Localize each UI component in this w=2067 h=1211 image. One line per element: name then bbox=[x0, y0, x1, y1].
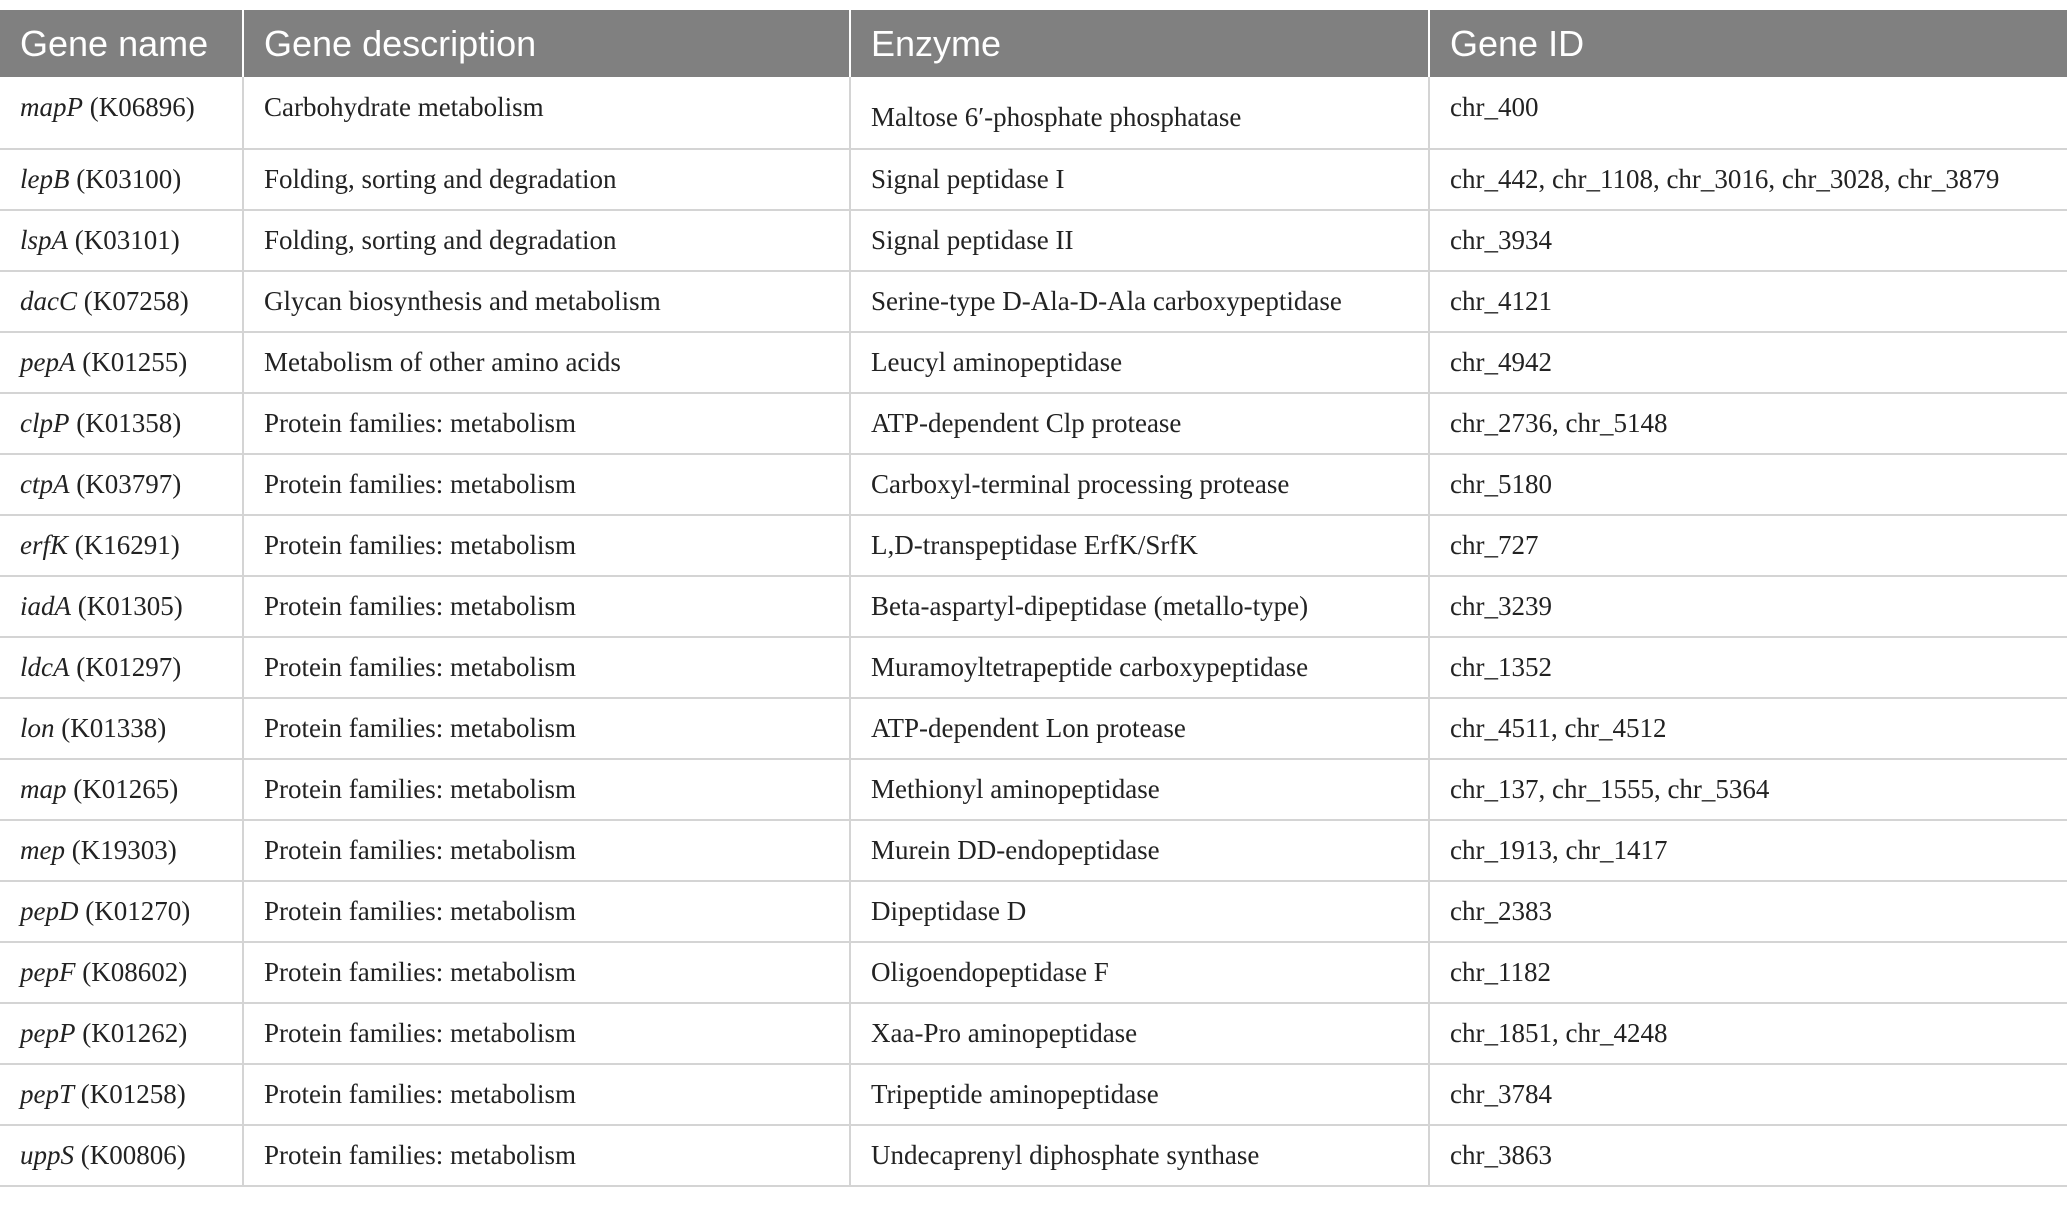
cell-gene-name bbox=[0, 393, 243, 454]
cell-gene-id: chr_442, chr_1108, chr_3016, chr_3028, chr_3879 bbox=[1429, 149, 2067, 210]
cell-enzyme: Signal peptidase II bbox=[850, 210, 1429, 271]
cell-gene-name bbox=[0, 1003, 243, 1064]
cell-gene-id: chr_4511, chr_4512 bbox=[1429, 698, 2067, 759]
cell-gene-id: chr_1851, chr_4248 bbox=[1429, 1003, 2067, 1064]
cell-gene-id: chr_2736, chr_5148 bbox=[1429, 393, 2067, 454]
cell-enzyme: L,D-transpeptidase ErfK/SrfK bbox=[850, 515, 1429, 576]
gene-symbol: iadA bbox=[20, 591, 71, 621]
ko-identifier: (K03100) bbox=[76, 164, 182, 194]
cell-gene-description: Folding, sorting and degradation bbox=[243, 149, 850, 210]
cell-gene-id: chr_3934 bbox=[1429, 210, 2067, 271]
cell-enzyme: ATP-dependent Clp protease bbox=[850, 393, 1429, 454]
cell-gene-id: chr_727 bbox=[1429, 515, 2067, 576]
gene-symbol: clpP bbox=[20, 408, 70, 438]
cell-enzyme: Undecaprenyl diphosphate synthase bbox=[850, 1125, 1429, 1186]
cell-gene-id: chr_3239 bbox=[1429, 576, 2067, 637]
ko-identifier: (K16291) bbox=[74, 530, 180, 560]
cell-gene-name bbox=[0, 332, 243, 393]
cell-gene-description: Protein families: metabolism bbox=[243, 942, 850, 1003]
cell-gene-id: chr_1913, chr_1417 bbox=[1429, 820, 2067, 881]
table-row bbox=[0, 393, 2067, 454]
cell-gene-id: chr_1352 bbox=[1429, 637, 2067, 698]
cell-gene-name bbox=[0, 576, 243, 637]
ko-identifier: (K03101) bbox=[74, 225, 180, 255]
gene-symbol: erfK bbox=[20, 530, 69, 560]
gene-symbol: pepP bbox=[20, 1018, 76, 1048]
cell-gene-name bbox=[0, 454, 243, 515]
ko-identifier: (K01262) bbox=[82, 1018, 188, 1048]
cell-enzyme: Xaa-Pro aminopeptidase bbox=[850, 1003, 1429, 1064]
gene-table-container bbox=[0, 10, 2067, 1187]
table-row bbox=[0, 759, 2067, 820]
gene-symbol: mep bbox=[20, 835, 65, 865]
cell-gene-id: chr_400 bbox=[1429, 77, 2067, 149]
gene-symbol: lspA bbox=[20, 225, 69, 255]
gene-symbol: pepA bbox=[20, 347, 76, 377]
cell-enzyme: Maltose 6′-phosphate phosphatase bbox=[850, 77, 1429, 149]
gene-table bbox=[0, 10, 2067, 1187]
cell-gene-name bbox=[0, 210, 243, 271]
table-row bbox=[0, 637, 2067, 698]
table-row bbox=[0, 515, 2067, 576]
gene-symbol: ctpA bbox=[20, 469, 70, 499]
cell-enzyme: Tripeptide aminopeptidase bbox=[850, 1064, 1429, 1125]
ko-identifier: (K01305) bbox=[77, 591, 183, 621]
cell-gene-description: Protein families: metabolism bbox=[243, 515, 850, 576]
ko-identifier: (K07258) bbox=[83, 286, 189, 316]
cell-enzyme: Signal peptidase I bbox=[850, 149, 1429, 210]
cell-enzyme: Muramoyltetrapeptide carboxypeptidase bbox=[850, 637, 1429, 698]
cell-enzyme: Leucyl aminopeptidase bbox=[850, 332, 1429, 393]
table-row bbox=[0, 1064, 2067, 1125]
cell-gene-description: Carbohydrate metabolism bbox=[243, 77, 850, 149]
ko-identifier: (K06896) bbox=[89, 92, 195, 122]
table-header bbox=[0, 10, 2067, 77]
table-row bbox=[0, 77, 2067, 149]
ko-identifier: (K01358) bbox=[76, 408, 182, 438]
cell-gene-name bbox=[0, 942, 243, 1003]
cell-enzyme: Murein DD-endopeptidase bbox=[850, 820, 1429, 881]
cell-gene-id: chr_5180 bbox=[1429, 454, 2067, 515]
table-row bbox=[0, 820, 2067, 881]
table-row bbox=[0, 1125, 2067, 1186]
table-row bbox=[0, 271, 2067, 332]
cell-gene-name bbox=[0, 515, 243, 576]
ko-identifier: (K03797) bbox=[76, 469, 182, 499]
gene-symbol: pepT bbox=[20, 1079, 74, 1109]
cell-enzyme: Serine-type D-Ala-D-Ala carboxypeptidase bbox=[850, 271, 1429, 332]
cell-gene-name bbox=[0, 77, 243, 149]
cell-gene-description: Protein families: metabolism bbox=[243, 393, 850, 454]
gene-symbol: map bbox=[20, 774, 67, 804]
gene-symbol: pepD bbox=[20, 896, 79, 926]
ko-identifier: (K19303) bbox=[71, 835, 177, 865]
cell-gene-description: Protein families: metabolism bbox=[243, 1064, 850, 1125]
gene-symbol: ldcA bbox=[20, 652, 70, 682]
cell-gene-name bbox=[0, 637, 243, 698]
cell-enzyme: Beta-aspartyl-dipeptidase (metallo-type) bbox=[850, 576, 1429, 637]
gene-symbol: lepB bbox=[20, 164, 70, 194]
cell-enzyme: Methionyl aminopeptidase bbox=[850, 759, 1429, 820]
cell-gene-description: Protein families: metabolism bbox=[243, 454, 850, 515]
ko-identifier: (K00806) bbox=[80, 1140, 186, 1170]
table-row bbox=[0, 210, 2067, 271]
gene-symbol: mapP bbox=[20, 92, 83, 122]
cell-gene-description: Protein families: metabolism bbox=[243, 1003, 850, 1064]
header-row bbox=[0, 10, 2067, 77]
cell-gene-id: chr_3784 bbox=[1429, 1064, 2067, 1125]
cell-gene-name bbox=[0, 1064, 243, 1125]
cell-gene-name bbox=[0, 1125, 243, 1186]
cell-enzyme: Dipeptidase D bbox=[850, 881, 1429, 942]
ko-identifier: (K01265) bbox=[73, 774, 179, 804]
ko-identifier: (K01270) bbox=[85, 896, 191, 926]
cell-gene-description: Protein families: metabolism bbox=[243, 576, 850, 637]
gene-symbol: lon bbox=[20, 713, 55, 743]
cell-gene-description: Protein families: metabolism bbox=[243, 637, 850, 698]
cell-gene-description: Protein families: metabolism bbox=[243, 881, 850, 942]
ko-identifier: (K01338) bbox=[61, 713, 167, 743]
cell-gene-description: Metabolism of other amino acids bbox=[243, 332, 850, 393]
cell-gene-name bbox=[0, 759, 243, 820]
cell-enzyme: Carboxyl-terminal processing protease bbox=[850, 454, 1429, 515]
gene-symbol: dacC bbox=[20, 286, 77, 316]
cell-gene-id: chr_137, chr_1555, chr_5364 bbox=[1429, 759, 2067, 820]
cell-gene-name bbox=[0, 820, 243, 881]
cell-gene-name bbox=[0, 271, 243, 332]
gene-symbol: uppS bbox=[20, 1140, 74, 1170]
cell-enzyme: Oligoendopeptidase F bbox=[850, 942, 1429, 1003]
table-row bbox=[0, 576, 2067, 637]
cell-gene-name bbox=[0, 698, 243, 759]
ko-identifier: (K01297) bbox=[76, 652, 182, 682]
cell-gene-description: Glycan biosynthesis and metabolism bbox=[243, 271, 850, 332]
cell-gene-description: Protein families: metabolism bbox=[243, 698, 850, 759]
cell-gene-id: chr_4121 bbox=[1429, 271, 2067, 332]
cell-gene-name bbox=[0, 149, 243, 210]
cell-gene-id: chr_3863 bbox=[1429, 1125, 2067, 1186]
header-gene-description: Gene description bbox=[243, 10, 850, 77]
ko-identifier: (K08602) bbox=[82, 957, 188, 987]
header-gene-id: Gene ID bbox=[1429, 10, 2067, 77]
table-row bbox=[0, 149, 2067, 210]
cell-enzyme: ATP-dependent Lon protease bbox=[850, 698, 1429, 759]
table-row bbox=[0, 698, 2067, 759]
cell-gene-description: Protein families: metabolism bbox=[243, 1125, 850, 1186]
table-row bbox=[0, 942, 2067, 1003]
table-row bbox=[0, 881, 2067, 942]
table-row bbox=[0, 1003, 2067, 1064]
table-row bbox=[0, 332, 2067, 393]
header-gene-name: Gene name bbox=[0, 10, 243, 77]
cell-gene-description: Protein families: metabolism bbox=[243, 820, 850, 881]
ko-identifier: (K01255) bbox=[82, 347, 188, 377]
cell-gene-id: chr_2383 bbox=[1429, 881, 2067, 942]
gene-symbol: pepF bbox=[20, 957, 76, 987]
cell-gene-id: chr_1182 bbox=[1429, 942, 2067, 1003]
table-body bbox=[0, 77, 2067, 1186]
cell-gene-name bbox=[0, 881, 243, 942]
ko-identifier: (K01258) bbox=[80, 1079, 186, 1109]
cell-gene-description: Folding, sorting and degradation bbox=[243, 210, 850, 271]
cell-gene-description: Protein families: metabolism bbox=[243, 759, 850, 820]
header-enzyme: Enzyme bbox=[850, 10, 1429, 77]
cell-gene-id: chr_4942 bbox=[1429, 332, 2067, 393]
table-row bbox=[0, 454, 2067, 515]
